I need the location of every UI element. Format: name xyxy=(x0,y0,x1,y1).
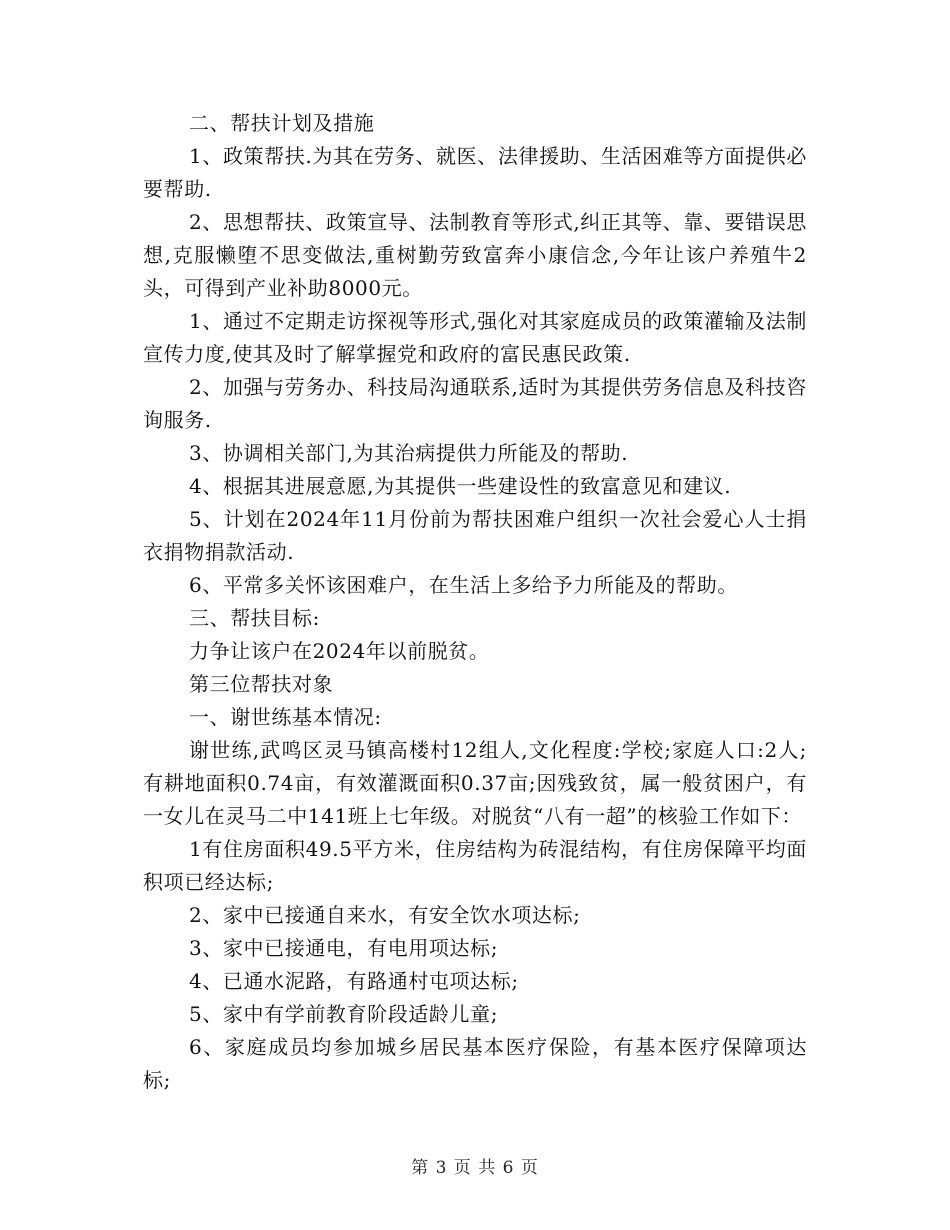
paragraph: 6、家庭成员均参加城乡居民基本医疗保险，有基本医疗保障项达标; xyxy=(143,1035,807,1092)
paragraph: 3、协调相关部门,为其治病提供力所能及的帮助. xyxy=(189,441,629,465)
section-heading-third-target: 第三位帮扶对象 xyxy=(189,672,334,696)
paragraph: 2、加强与劳务办、科技局沟通联系,适时为其提供劳务信息及科技咨询服务. xyxy=(143,375,807,432)
paragraph: 5、家中有学前教育阶段适龄儿童; xyxy=(189,1002,499,1026)
paragraph: 4、根据其进展意愿,为其提供一些建设性的致富意见和建议. xyxy=(189,474,732,498)
paragraph: 1、通过不定期走访探视等形式,强化对其家庭成员的政策灌输及法制宣传力度,使其及时了解掌握党和政府的富民惠民政策. xyxy=(143,309,807,366)
paragraph: 1有住房面积49.5平方米，住房结构为砖混结构，有住房保障平均面积项已经达标; xyxy=(143,837,807,894)
section-heading-basic-info: 一、谢世练基本情况: xyxy=(189,705,382,729)
paragraph: 3、家中已接通电，有电用项达标; xyxy=(189,936,499,960)
paragraph: 2、家中已接通自来水，有安全饮水项达标; xyxy=(189,903,581,927)
paragraph: 5、计划在2024年11月份前为帮扶困难户组织一次社会爱心人士捐衣捐物捐款活动. xyxy=(143,507,807,564)
paragraph: 力争让该户在2024年以前脱贫。 xyxy=(189,639,490,663)
section-heading-goal: 三、帮扶目标: xyxy=(189,606,320,630)
paragraph: 6、平常多关怀该困难户，在生活上多给予力所能及的帮助。 xyxy=(189,573,738,597)
paragraph: 4、已通水泥路，有路通村屯项达标; xyxy=(189,969,519,993)
page-number-footer: 第 3 页 共 6 页 xyxy=(411,1158,539,1178)
section-heading-plan: 二、帮扶计划及措施 xyxy=(189,111,375,135)
paragraph: 1、政策帮扶.为其在劳务、就医、法律援助、生活困难等方面提供必要帮助. xyxy=(143,144,807,201)
document-body xyxy=(143,107,807,1097)
paragraph: 2、思想帮扶、政策宣导、法制教育等形式,纠正其等、靠、要错误思想,克服懒堕不思变做法,重树勤劳致富奔小康信念,今年让该户养殖牛2头，可得到产业补助8000元。 xyxy=(143,210,807,300)
paragraph: 谢世练,武鸣区灵马镇高楼村12组人,文化程度:学校;家庭人口:2人;有耕地面积0.74亩，有效灌溉面积0.37亩;因残致贫，属一般贫困户，有一女儿在灵马二中141班上七年级。对脱贫“八有一超”的核验工作如下： xyxy=(143,738,807,828)
